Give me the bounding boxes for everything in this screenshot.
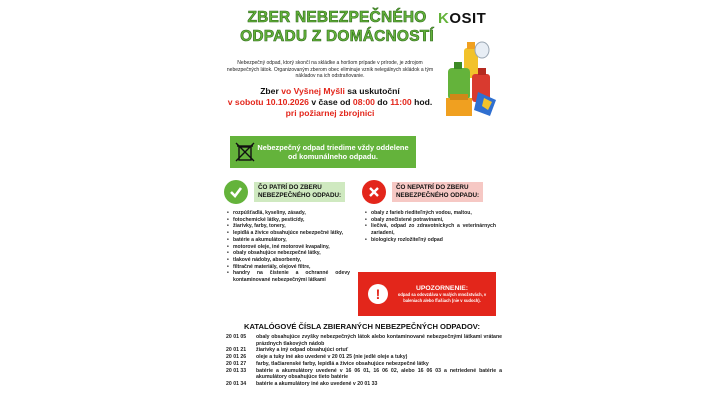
cleaning-products-illustration (438, 40, 500, 118)
catalog-row (226, 334, 502, 347)
catalog-code: 20 01 34 (226, 380, 247, 387)
kosit-logo: KOSIT (438, 10, 487, 27)
catalog-row (226, 347, 502, 354)
list-item: • filtračné materiály, olejové filtre, (226, 264, 350, 271)
title-line-1: ZBER NEBEZPEČNÉHO (247, 9, 427, 26)
exclamation-icon: ! (368, 284, 388, 304)
catalog-table (226, 334, 502, 388)
belongs-label: ČO PATRÍ DO ZBERU NEBEZPEČNÉHO ODPADU: (254, 182, 345, 202)
intro-text: Nebezpečný odpad, ktorý skončí na skládke a horšom prípade v prírode, je zdrojom nebezpečných látok. Organizovaným zberom obec eliminuje vznik nelegálnych skládok a tým nákladov na ich odstraňovanie. (226, 60, 434, 80)
list-item: • obaly znečistené potravinami, (364, 217, 496, 224)
poster-title (222, 8, 452, 46)
collection-announcement: Zber vo Vyšnej Myšli sa uskutoční v sobotu 10.10.2026 v čase od 08:00 do 11:00 hod. pri požiarnej zbrojnici (227, 86, 433, 118)
cross-icon (362, 180, 386, 204)
not-belongs-label: ČO NEPATRÍ DO ZBERU NEBEZPEČNÉHO ODPADU: (392, 182, 483, 202)
catalog-code: 20 01 21 (226, 347, 247, 354)
catalog-description: obaly obsahujúce zvyšky nebezpečných látok alebo kontaminované nebezpečnými látkami vrátane prázdnych tlakových nádob (256, 334, 502, 347)
list-item: • rozpúšťadlá, kyseliny, zásady, (226, 210, 350, 217)
title-line-2: ODPADU Z DOMÁCNOSTÍ (240, 28, 434, 45)
list-item: • handry na čistenie a ochranné odevy kontaminované nebezpečnými látkami (226, 270, 350, 283)
belongs-list (226, 210, 350, 284)
catalog-description: farby, tlačiarenské farby, lepidlá a živice obsahujúce nebezpečné látky (256, 360, 429, 367)
list-item: • motorové oleje, iné motorové kvapaliny, (226, 244, 350, 251)
catalog-row (226, 368, 502, 381)
not-belongs-heading (362, 180, 483, 204)
list-item: • žiarivky, farby, tonery, (226, 223, 350, 230)
separate-note-text: Nebezpečný odpad triedime vždy oddelene od komunálneho odpadu. (257, 142, 409, 161)
list-item: • batérie a akumulátory, (226, 237, 350, 244)
catalog-code: 20 01 27 (226, 360, 247, 367)
catalog-description: batérie a akumulátory iné ako uvedené v 20 01 33 (256, 380, 378, 387)
checkmark-icon (224, 180, 248, 204)
list-item: • tlakové nádoby, absorbenty, (226, 257, 350, 264)
catalog-row (226, 354, 502, 361)
catalog-row (226, 361, 502, 368)
catalog-title: KATALÓGOVÉ ČÍSLA ZBIERANÝCH NEBEZPEČNÝCH ODPADOV: (244, 322, 480, 331)
crossed-bin-icon (234, 141, 256, 163)
list-item: • obaly obsahujúce nebezpečné látky, (226, 250, 350, 257)
warning-title: UPOZORNENIE: (415, 285, 469, 293)
catalog-description: žiarivky a iný odpad obsahujúci ortuť (256, 347, 349, 354)
list-item: • biologicky rozložiteľný odpad (364, 237, 496, 244)
catalog-description: oleje a tuky iné ako uvedené v 20 01 25 (nie jedlé oleje a tuky) (256, 354, 408, 361)
warning-text: odpad sa odovzdáva v malých množstvách, v baleniach alebo fľašiach (nie v sudoch). (397, 292, 487, 303)
list-item: • obaly z farieb riediteľných vodou, maltou, (364, 210, 496, 217)
not-belongs-list (364, 210, 496, 244)
list-item: • liečivá, odpad zo zdravotníckych a veterinárnych zariadení, (364, 223, 496, 236)
warning-box (358, 272, 496, 316)
belongs-heading (224, 180, 345, 204)
catalog-code: 20 01 33 (226, 367, 247, 374)
list-item: • fotochemické látky, pesticídy, (226, 217, 350, 224)
catalog-code: 20 01 05 (226, 334, 247, 340)
separate-waste-note (230, 136, 416, 168)
catalog-code: 20 01 26 (226, 354, 247, 361)
list-item: • lepidlá a živice obsahujúce nebezpečné látky, (226, 230, 350, 237)
catalog-row (226, 381, 502, 388)
catalog-description: batérie a akumulátory uvedené v 16 06 01, 16 06 02, alebo 16 06 03 a netriedené batérie a akumulátory obsahujúce tieto batérie (256, 367, 502, 381)
